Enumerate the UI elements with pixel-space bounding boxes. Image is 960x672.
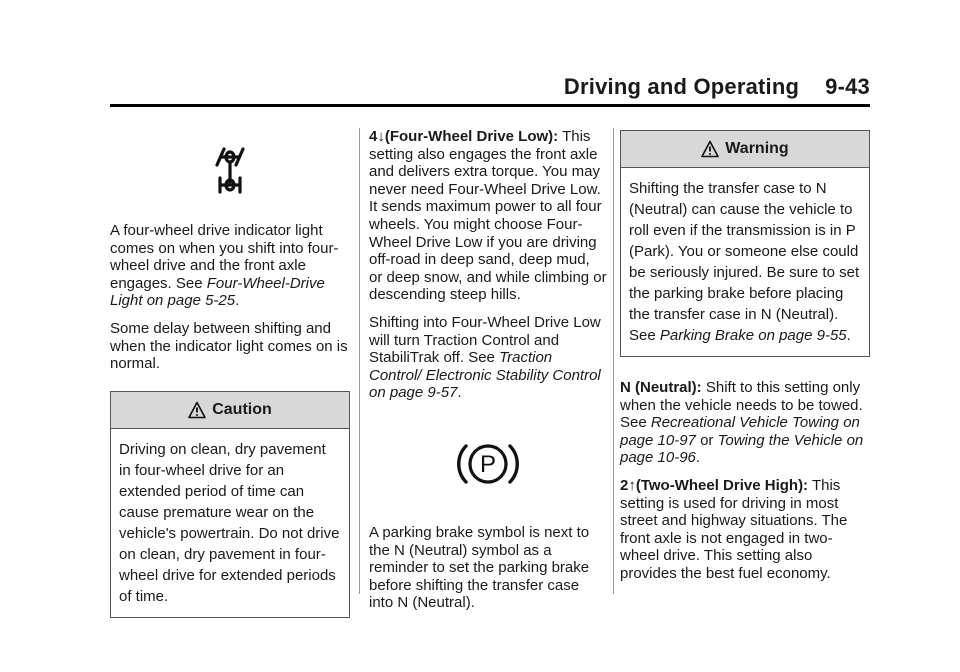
neutral-label: N (Neutral): [620, 379, 702, 396]
caution-box [110, 391, 350, 618]
column-divider [613, 128, 614, 594]
section-title: Driving and Operating [563, 74, 800, 99]
warning-triangle-icon [701, 140, 719, 158]
four-wheel-low-label: 4↓(Four-Wheel Drive Low): [369, 128, 559, 145]
parking-brake-letter: P [479, 450, 497, 478]
warning-body: Shifting the transfer case to N (Neutral) can cause the vehicle to roll even if the transmission is in P (Park). You or someone else could be seriously injured. Be sure to set the parking brake before placing the transfer case in N (Neutral). See Parking Brake on page 9-55. [629, 180, 860, 344]
neutral-paragraph: N (Neutral): Shift to this setting only when the vehicle needs to be towed. See Recreational Vehicle Towing on page 10-97 or Towing the Vehicle on page 10-96. [620, 379, 864, 467]
column-divider [359, 128, 360, 594]
traction-control-link[interactable]: Traction Control/ Electronic Stability Control on page 9-57 [369, 349, 601, 402]
four-wheel-drive-light-link[interactable]: Four-Wheel-Drive Light on page 5-25 [110, 274, 325, 310]
warning-header [621, 131, 869, 168]
parking-brake-paragraph: A parking brake symbol is next to the N (Neutral) symbol as a reminder to set the parking brake before shifting the transfer case into N (Neutral). [369, 523, 590, 612]
towing-vehicle-link[interactable]: Towing the Vehicle on page 10-96 [620, 431, 864, 467]
caution-triangle-icon [188, 401, 206, 419]
four-wheel-drive-icon [210, 140, 250, 200]
column-3 [620, 128, 870, 593]
warning-title: Warning [725, 140, 789, 158]
warning-box [620, 130, 870, 357]
page-header [110, 74, 870, 104]
delay-paragraph: Some delay between shifting and when the indicator light comes on is normal. [110, 319, 348, 373]
caution-title: Caution [212, 400, 272, 418]
caution-body: Driving on clean, dry pavement in four-wheel drive for an extended period of time can cause premature wear on the vehicle's powertrain. Do not drive on clean, dry pavement in four-wheel drive for extended periods of time. [119, 440, 340, 605]
four-wheel-low-paragraph: 4↓(Four-Wheel Drive Low): This setting also engages the front axle and delivers extra torque. You may never need Four-Wheel Drive Low. It sends maximum power to all four wheels. You might choose Four-Wheel Drive Low if you are driving off-road in deep sand, deep mud, or deep snow, and while climbing or descending steep hills. [369, 128, 607, 304]
header-rule [110, 104, 870, 107]
page-number: 9-43 [825, 74, 870, 99]
rv-towing-link[interactable]: Recreational Vehicle Towing on page 10-97 [620, 414, 860, 449]
caution-header [111, 392, 349, 429]
column-2 [369, 128, 607, 622]
column-1 [110, 128, 350, 618]
two-wheel-high-paragraph: 2↑(Two-Wheel Drive High): This setting is used for driving in most street and highway situations. The front axle is not engaged in two-wheel drive. This setting also provides the best fuel economy. [620, 476, 848, 582]
parking-brake-icon [455, 438, 521, 490]
parking-brake-link[interactable]: Parking Brake on page 9-55 [659, 327, 847, 344]
indicator-paragraph: A four-wheel drive indicator light comes on when you shift into four-wheel drive and the front axle engages. See Four-Wheel-Drive Light on page 5-25. [110, 222, 339, 310]
traction-paragraph: Shifting into Four-Wheel Drive Low will turn Traction Control and StabiliTrak off. See Traction Control/ Electronic Stability Control on page 9-57. [369, 313, 601, 402]
two-wheel-high-label: 2↑(Two-Wheel Drive High): [620, 476, 809, 494]
